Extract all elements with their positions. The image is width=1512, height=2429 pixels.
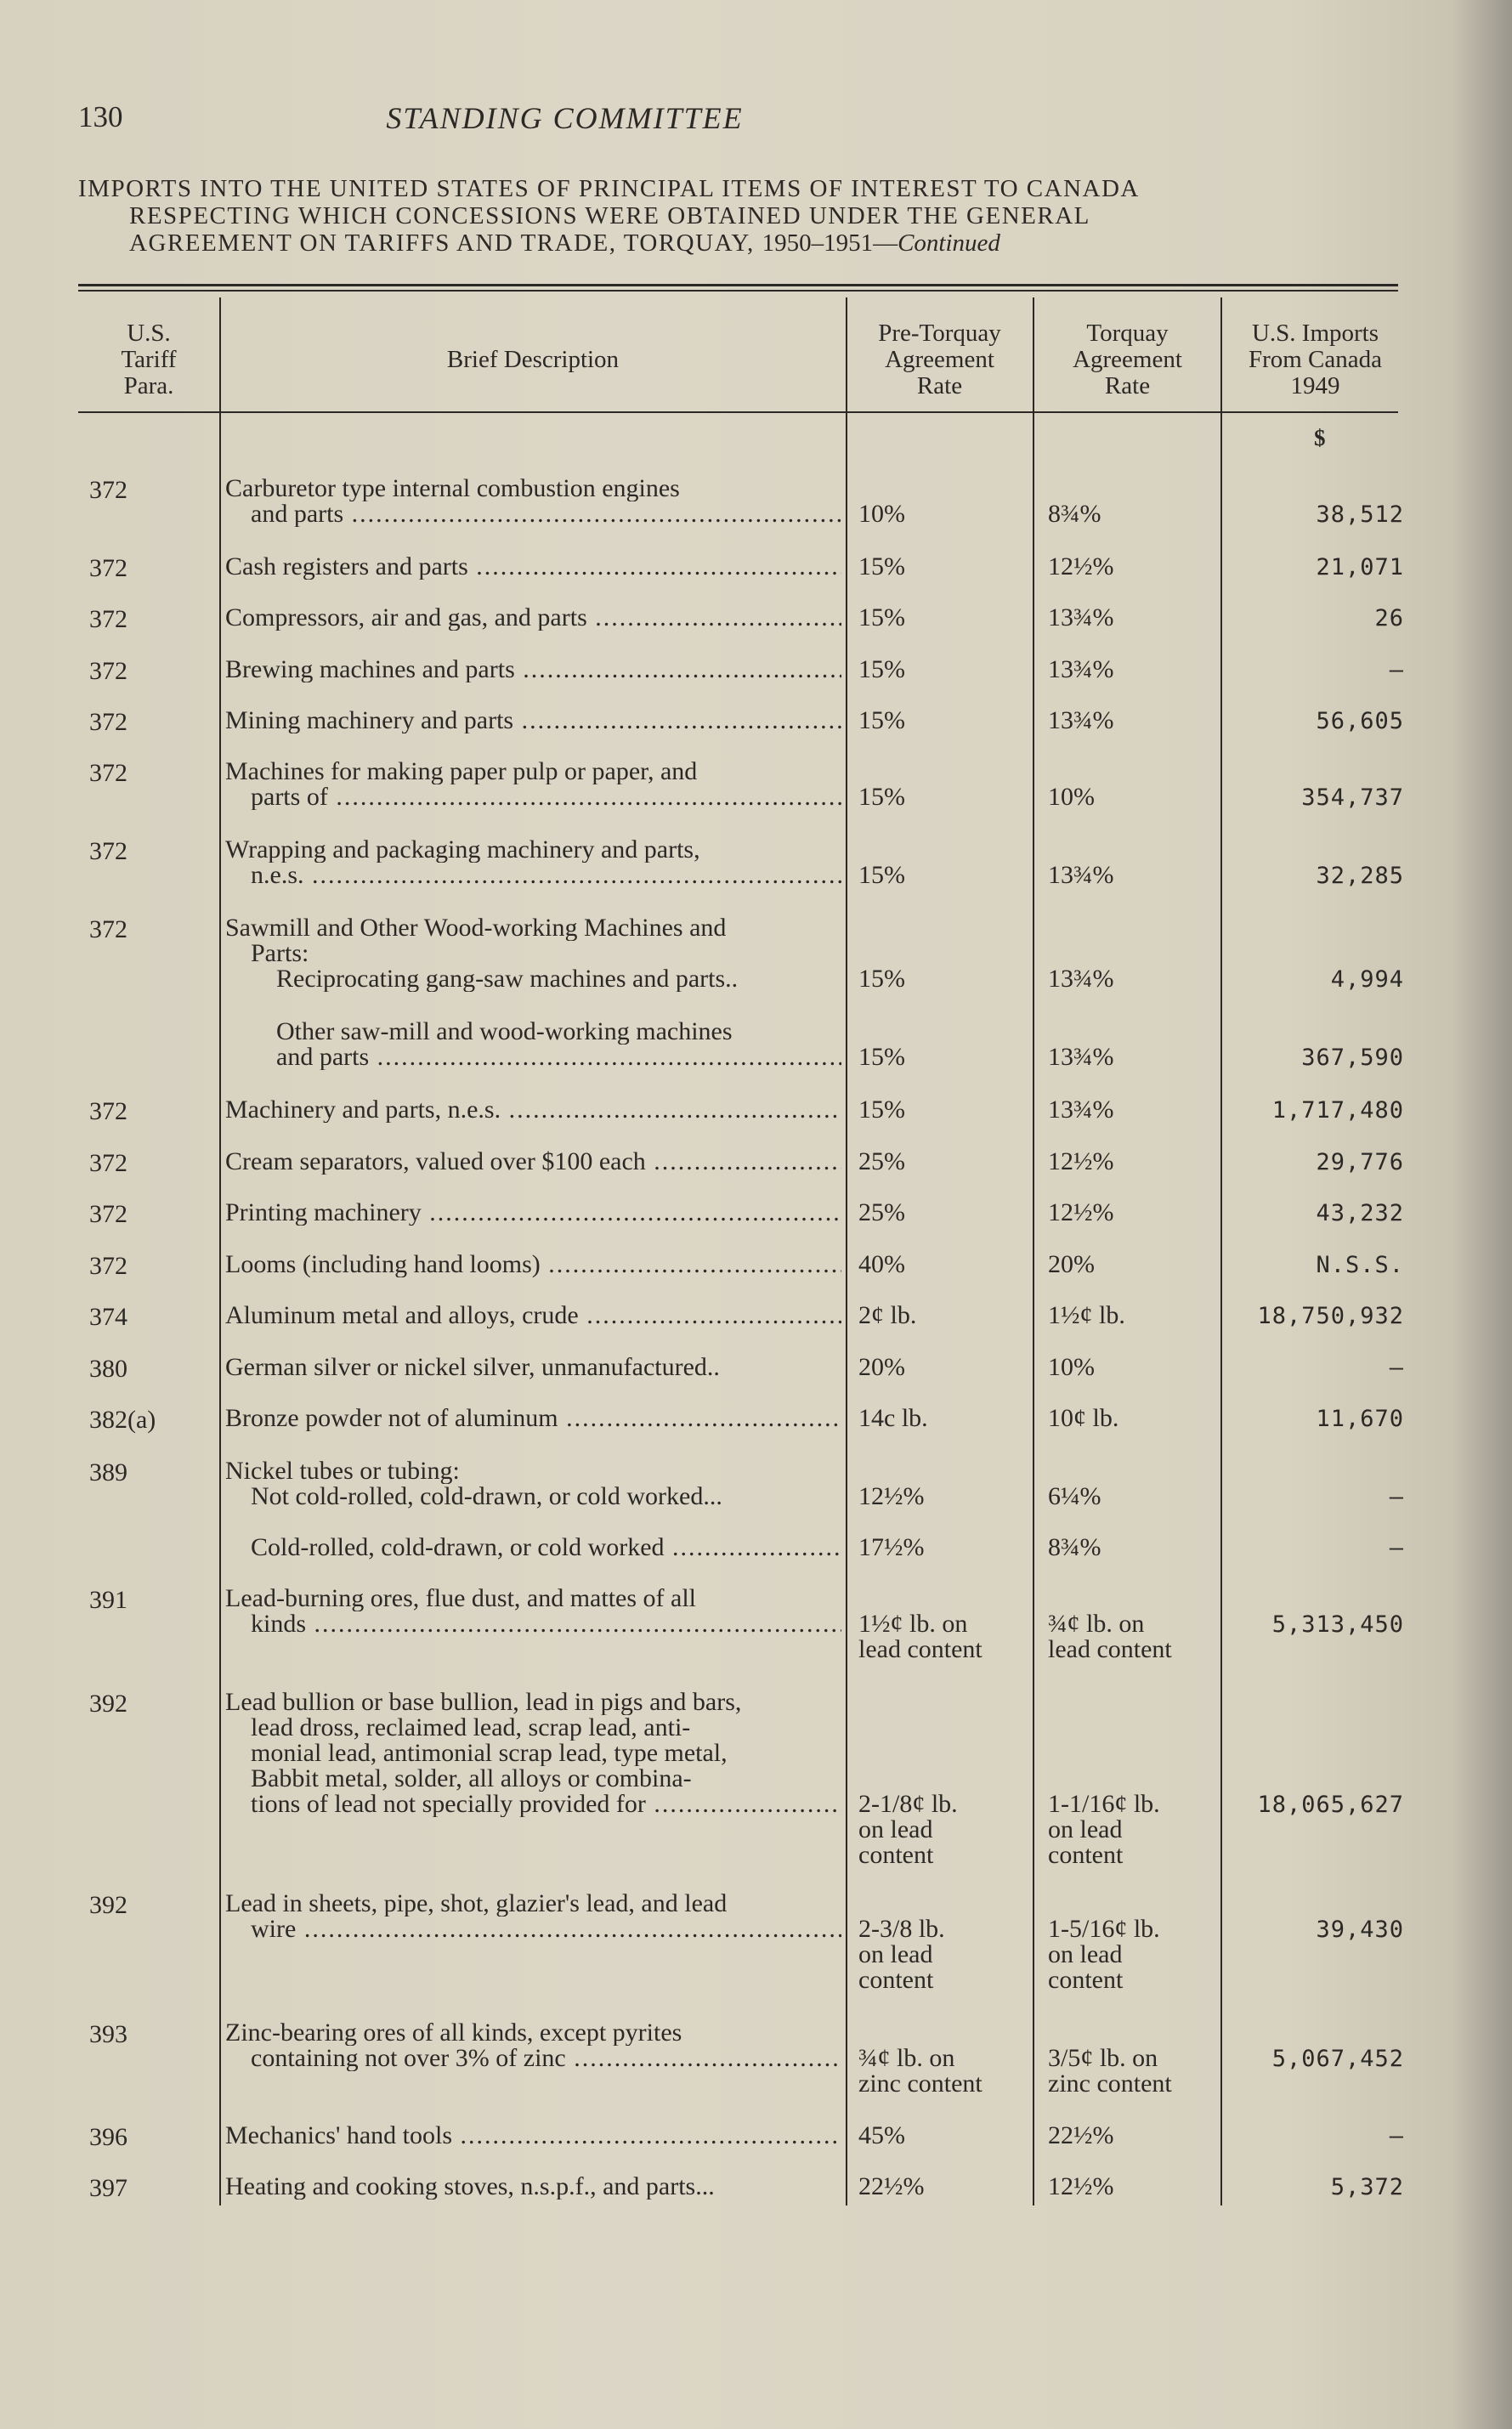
torquay-rate-cell <box>1048 863 1218 888</box>
tariff-para-cell: 374 <box>89 1303 127 1331</box>
description-cell <box>225 708 841 733</box>
description-cell <box>225 2020 841 2071</box>
tariff-para-cell: 372 <box>89 554 127 582</box>
rate-line: zinc content <box>1048 2069 1172 2098</box>
imports-value-cell: 18,065,627 <box>1257 1792 1404 1818</box>
description-cell <box>225 2123 841 2149</box>
tariff-para-cell: 380 <box>89 1355 127 1383</box>
rate-line: 14c lb. <box>858 1404 928 1432</box>
torquay-rate-cell <box>1048 1917 1218 1993</box>
pre-torquay-rate-cell <box>858 863 1028 888</box>
imports-value-cell: 21,071 <box>1316 554 1404 580</box>
rate-line: 15% <box>858 603 905 631</box>
torquay-rate-cell <box>1048 1484 1218 1509</box>
description-line: Mining machinery and parts ..... <box>225 708 841 733</box>
title-line-2: RESPECTING WHICH CONCESSIONS WERE OBTAINED UNDER THE GENERAL <box>129 202 1090 229</box>
page-number: 130 <box>78 100 123 133</box>
imports-value-cell: 367,590 <box>1301 1045 1404 1071</box>
rate-line: 15% <box>858 965 905 993</box>
tariff-para-cell: 372 <box>89 605 127 633</box>
tariff-para-cell: 391 <box>89 1586 127 1614</box>
rate-line: content <box>1048 1966 1124 1994</box>
imports-value-cell: 56,605 <box>1316 708 1404 734</box>
description-line: Compressors, air and gas, and parts ..... <box>225 605 841 631</box>
rate-line: 13¾% <box>1048 1096 1114 1124</box>
description-line: kinds ..... <box>225 1611 841 1637</box>
imports-value-cell: 11,670 <box>1316 1406 1404 1432</box>
description-line: Machines for making paper pulp or paper, and <box>225 759 698 784</box>
description-cell <box>225 1019 841 1070</box>
rate-line: 3/5¢ lb. on <box>1048 2044 1158 2072</box>
rate-line: 1½¢ lb. on <box>858 1610 968 1638</box>
rate-line: 15% <box>858 1043 905 1071</box>
description-cell <box>225 837 841 888</box>
rate-line: 15% <box>858 706 905 734</box>
rate-line: 15% <box>858 552 905 580</box>
rate-line: 40% <box>858 1250 905 1278</box>
torquay-rate-cell <box>1048 2046 1218 2097</box>
description-cell <box>225 1097 841 1123</box>
description-cell <box>225 1200 841 1226</box>
pre-torquay-rate-cell <box>858 1200 1028 1226</box>
col-divider-3 <box>1033 297 1034 2205</box>
torquay-rate-cell <box>1048 2123 1218 2149</box>
col-header-torquay: Torquay Agreement Rate <box>1073 320 1182 399</box>
imports-value-cell: — <box>1389 1484 1404 1510</box>
pre-torquay-rate-cell <box>858 1484 1028 1509</box>
rate-line: 13¾% <box>1048 706 1114 734</box>
torquay-rate-cell <box>1048 1792 1218 1868</box>
rate-line: 12½% <box>858 1482 925 1510</box>
header-rule <box>78 411 1398 413</box>
rate-line: 10% <box>1048 1353 1095 1381</box>
description-line: Not cold-rolled, cold-drawn, or cold worked... <box>251 1484 722 1509</box>
title-line-1: IMPORTS INTO THE UNITED STATES OF PRINCIPAL ITEMS OF INTEREST TO CANADA <box>78 175 1140 202</box>
tariff-para-cell: 372 <box>89 1252 127 1280</box>
rate-line: 6¼% <box>1048 1482 1101 1510</box>
tariff-para-cell: 396 <box>89 2123 127 2151</box>
tariff-para-cell: 372 <box>89 1149 127 1177</box>
description-line: Heating and cooking stoves, n.s.p.f., and parts... <box>225 2174 715 2200</box>
imports-value-cell: 1,717,480 <box>1271 1097 1404 1124</box>
torquay-rate-cell <box>1048 1045 1218 1070</box>
description-line: Reciprocating gang-saw machines and parts.. <box>276 966 739 992</box>
description-line: n.e.s. ..... <box>225 863 841 888</box>
torquay-rate-cell <box>1048 1149 1218 1175</box>
description-line: Lead bullion or base bullion, lead in pigs and bars, <box>225 1690 742 1715</box>
description-line: Printing machinery ..... <box>225 1200 841 1226</box>
imports-value-cell: 39,430 <box>1316 1917 1404 1943</box>
rate-line: content <box>1048 1841 1124 1869</box>
rate-line: 13¾% <box>1048 965 1114 993</box>
torquay-rate-cell <box>1048 1611 1218 1662</box>
torquay-rate-cell <box>1048 1303 1218 1328</box>
pre-torquay-rate-cell <box>858 501 1028 527</box>
tariff-para-cell: 397 <box>89 2174 127 2202</box>
imports-value-cell: 354,737 <box>1301 784 1404 811</box>
description-cell <box>225 476 841 527</box>
description-cell <box>225 1149 841 1175</box>
rate-line: 13¾% <box>1048 861 1114 889</box>
description-cell <box>225 915 841 992</box>
col-header-description: Brief Description <box>446 346 620 373</box>
tariff-para-cell: 372 <box>89 476 127 504</box>
rate-line: 22½% <box>1048 2121 1114 2149</box>
rate-line: 13¾% <box>1048 655 1114 683</box>
description-cell <box>225 605 841 631</box>
tariff-para-cell: 372 <box>89 708 127 736</box>
torquay-rate-cell <box>1048 708 1218 733</box>
title-line-3: AGREEMENT ON TARIFFS AND TRADE, TORQUAY, 1950–1951—Continued <box>129 229 1000 257</box>
pre-torquay-rate-cell <box>858 1917 1028 1993</box>
torquay-rate-cell <box>1048 1406 1218 1431</box>
torquay-rate-cell <box>1048 966 1218 992</box>
title-years: 1950–1951— <box>762 229 898 257</box>
torquay-rate-cell <box>1048 657 1218 682</box>
pre-torquay-rate-cell <box>858 1252 1028 1277</box>
imports-value-cell: — <box>1389 1535 1404 1561</box>
imports-value-cell: 29,776 <box>1316 1149 1404 1175</box>
rate-line: 10% <box>858 500 905 528</box>
pre-torquay-rate-cell <box>858 657 1028 682</box>
description-cell <box>225 554 841 580</box>
imports-value-cell: 4,994 <box>1330 966 1404 993</box>
tariff-para-cell: 389 <box>89 1458 127 1486</box>
rate-line: 12½% <box>1048 1198 1114 1226</box>
tariff-para-cell: 372 <box>89 657 127 685</box>
tariff-para-cell: 372 <box>89 1097 127 1125</box>
imports-value-cell: 38,512 <box>1316 501 1404 528</box>
rate-line: 10¢ lb. <box>1048 1404 1119 1432</box>
tariff-para-cell: 372 <box>89 759 127 787</box>
imports-value-cell: 18,750,932 <box>1257 1303 1404 1329</box>
rate-line: content <box>858 1966 934 1994</box>
rate-line: 2-1/8¢ lb. <box>858 1790 958 1818</box>
top-rule <box>78 284 1398 286</box>
pre-torquay-rate-cell <box>858 1355 1028 1380</box>
rate-line: 1½¢ lb. <box>1048 1301 1125 1329</box>
rate-line: on lead <box>858 1815 933 1843</box>
description-line: monial lead, antimonial scrap lead, type metal, <box>251 1741 728 1766</box>
description-line: Bronze powder not of aluminum ..... <box>225 1406 841 1431</box>
description-line: Aluminum metal and alloys, crude ..... <box>225 1303 841 1328</box>
tariff-para-cell: 372 <box>89 1200 127 1228</box>
description-line: Brewing machines and parts ..... <box>225 657 841 682</box>
description-cell <box>225 2174 841 2200</box>
rate-line: 20% <box>1048 1250 1095 1278</box>
page-header <box>78 100 1404 143</box>
pre-torquay-rate-cell <box>858 708 1028 733</box>
rate-line: ¾¢ lb. on <box>1048 1610 1145 1638</box>
description-line: Machinery and parts, n.e.s. ..... <box>225 1097 841 1123</box>
rate-line: 15% <box>858 861 905 889</box>
rate-line: 25% <box>858 1198 905 1226</box>
tariff-para-cell: 382(a) <box>89 1406 156 1434</box>
rate-line: 8¾% <box>1048 500 1101 528</box>
col-header-imports: U.S. Imports From Canada 1949 <box>1248 320 1383 399</box>
rate-line: 13¾% <box>1048 603 1114 631</box>
description-line: wire ..... <box>225 1917 841 1942</box>
torquay-rate-cell <box>1048 2174 1218 2200</box>
imports-value-cell: — <box>1389 657 1404 683</box>
rate-line: 13¾% <box>1048 1043 1114 1071</box>
description-line: Wrapping and packaging machinery and parts, <box>225 837 700 863</box>
currency-unit: $ <box>1314 425 1326 450</box>
tariff-para-cell: 372 <box>89 915 127 943</box>
pre-torquay-rate-cell <box>858 1792 1028 1868</box>
description-cell <box>225 759 841 810</box>
imports-value-cell: N.S.S. <box>1316 1252 1404 1278</box>
rate-line: 15% <box>858 655 905 683</box>
pre-torquay-rate-cell <box>858 554 1028 580</box>
pre-torquay-rate-cell <box>858 2174 1028 2200</box>
description-cell <box>225 1355 841 1380</box>
imports-value-cell: 32,285 <box>1316 863 1404 889</box>
col-divider-2 <box>846 297 847 2205</box>
pre-torquay-rate-cell <box>858 1611 1028 1662</box>
pre-torquay-rate-cell <box>858 2123 1028 2149</box>
description-line: German silver or nickel silver, unmanufactured.. <box>225 1355 720 1380</box>
rate-line: lead content <box>858 1635 983 1663</box>
rate-line: 1-1/16¢ lb. <box>1048 1790 1160 1818</box>
imports-value-cell: 5,372 <box>1330 2174 1404 2200</box>
description-line: tions of lead not specially provided for ..... <box>225 1792 841 1817</box>
pre-torquay-rate-cell <box>858 1406 1028 1431</box>
rate-line: on lead <box>1048 1815 1123 1843</box>
description-line: Other saw-mill and wood-working machines <box>276 1019 733 1045</box>
description-line: Parts: <box>251 941 309 966</box>
running-title: STANDING COMMITTEE <box>386 101 744 135</box>
rate-line: 45% <box>858 2121 905 2149</box>
pre-torquay-rate-cell <box>858 1303 1028 1328</box>
torquay-rate-cell <box>1048 784 1218 810</box>
tariff-para-cell: 393 <box>89 2020 127 2048</box>
rate-line: 2-3/8 lb. <box>858 1915 945 1943</box>
rate-line: 20% <box>858 1353 905 1381</box>
title-continued: Continued <box>898 229 1000 257</box>
description-line: and parts ..... <box>225 501 841 527</box>
rate-line: ¾¢ lb. on <box>858 2044 955 2072</box>
col-header-tariff-para: U.S. Tariff Para. <box>121 320 177 399</box>
rate-line: 15% <box>858 1096 905 1124</box>
rate-line: lead content <box>1048 1635 1172 1663</box>
description-line: Cream separators, valued over $100 each ..... <box>225 1149 841 1175</box>
pre-torquay-rate-cell <box>858 784 1028 810</box>
description-cell <box>225 657 841 682</box>
rate-line: 12½% <box>1048 2172 1114 2200</box>
col-divider-4 <box>1220 297 1222 2205</box>
imports-value-cell: 5,067,452 <box>1271 2046 1404 2072</box>
description-cell <box>225 1303 841 1328</box>
rate-line: 2¢ lb. <box>858 1301 917 1329</box>
torquay-rate-cell <box>1048 1535 1218 1560</box>
description-line: Babbit metal, solder, all alloys or combina- <box>251 1766 692 1792</box>
rate-line: on lead <box>1048 1940 1123 1968</box>
description-line: containing not over 3% of zinc ..... <box>225 2046 841 2071</box>
description-line: Nickel tubes or tubing: <box>225 1458 460 1484</box>
description-line: Lead in sheets, pipe, shot, glazier's lead, and lead <box>225 1891 728 1917</box>
rate-line: 25% <box>858 1147 905 1175</box>
rate-line: zinc content <box>858 2069 983 2098</box>
description-line: Carburetor type internal combustion engines <box>225 476 680 501</box>
pre-torquay-rate-cell <box>858 2046 1028 2097</box>
imports-value-cell: 43,232 <box>1316 1200 1404 1226</box>
tariff-para-cell: 392 <box>89 1891 127 1919</box>
description-cell <box>225 1406 841 1431</box>
torquay-rate-cell <box>1048 1252 1218 1277</box>
description-line: Lead-burning ores, flue dust, and mattes of all <box>225 1586 697 1611</box>
description-line: Sawmill and Other Wood-working Machines and <box>225 915 727 941</box>
description-cell <box>225 1458 841 1509</box>
pre-torquay-rate-cell <box>858 1097 1028 1123</box>
rate-line: 8¾% <box>1048 1533 1101 1561</box>
pre-torquay-rate-cell <box>858 1535 1028 1560</box>
torquay-rate-cell <box>1048 554 1218 580</box>
torquay-rate-cell <box>1048 501 1218 527</box>
description-cell <box>225 1690 841 1817</box>
rate-line: 12½% <box>1048 1147 1114 1175</box>
imports-value-cell: — <box>1389 2123 1404 2149</box>
imports-value-cell: 5,313,450 <box>1271 1611 1404 1638</box>
torquay-rate-cell <box>1048 1355 1218 1380</box>
description-line: Looms (including hand looms) ..... <box>225 1252 841 1277</box>
description-cell <box>225 1891 841 1942</box>
description-cell <box>225 1252 841 1277</box>
rate-line: on lead <box>858 1940 933 1968</box>
pre-torquay-rate-cell <box>858 1045 1028 1070</box>
description-line: lead dross, reclaimed lead, scrap lead, anti- <box>251 1715 691 1741</box>
rate-line: 10% <box>1048 783 1095 811</box>
description-line: Zinc-bearing ores of all kinds, except pyrites <box>225 2020 682 2046</box>
torquay-rate-cell <box>1048 1200 1218 1226</box>
description-line: Cold-rolled, cold-drawn, or cold worked ..... <box>225 1535 841 1560</box>
rate-line: 22½% <box>858 2172 925 2200</box>
description-line: and parts ..... <box>225 1045 841 1070</box>
description-line: parts of ..... <box>225 784 841 810</box>
description-line: Mechanics' hand tools ..... <box>225 2123 841 2149</box>
rate-line: 17½% <box>858 1533 925 1561</box>
top-rule-inner <box>78 290 1398 292</box>
table-title <box>78 175 1404 257</box>
rate-line: 15% <box>858 783 905 811</box>
torquay-rate-cell <box>1048 1097 1218 1123</box>
description-cell <box>225 1535 841 1560</box>
pre-torquay-rate-cell <box>858 605 1028 631</box>
rate-line: content <box>858 1841 934 1869</box>
description-cell <box>225 1586 841 1637</box>
tariff-para-cell: 372 <box>89 837 127 865</box>
torquay-rate-cell <box>1048 605 1218 631</box>
tariff-para-cell: 392 <box>89 1690 127 1718</box>
col-header-pre-torquay: Pre-Torquay Agreement Rate <box>878 320 1001 399</box>
pre-torquay-rate-cell <box>858 966 1028 992</box>
rate-line: 1-5/16¢ lb. <box>1048 1915 1160 1943</box>
pre-torquay-rate-cell <box>858 1149 1028 1175</box>
col-divider-1 <box>219 297 221 2205</box>
imports-value-cell: 26 <box>1374 605 1404 631</box>
rate-line: 12½% <box>1048 552 1114 580</box>
imports-value-cell: — <box>1389 1355 1404 1381</box>
description-line: Cash registers and parts ..... <box>225 554 841 580</box>
